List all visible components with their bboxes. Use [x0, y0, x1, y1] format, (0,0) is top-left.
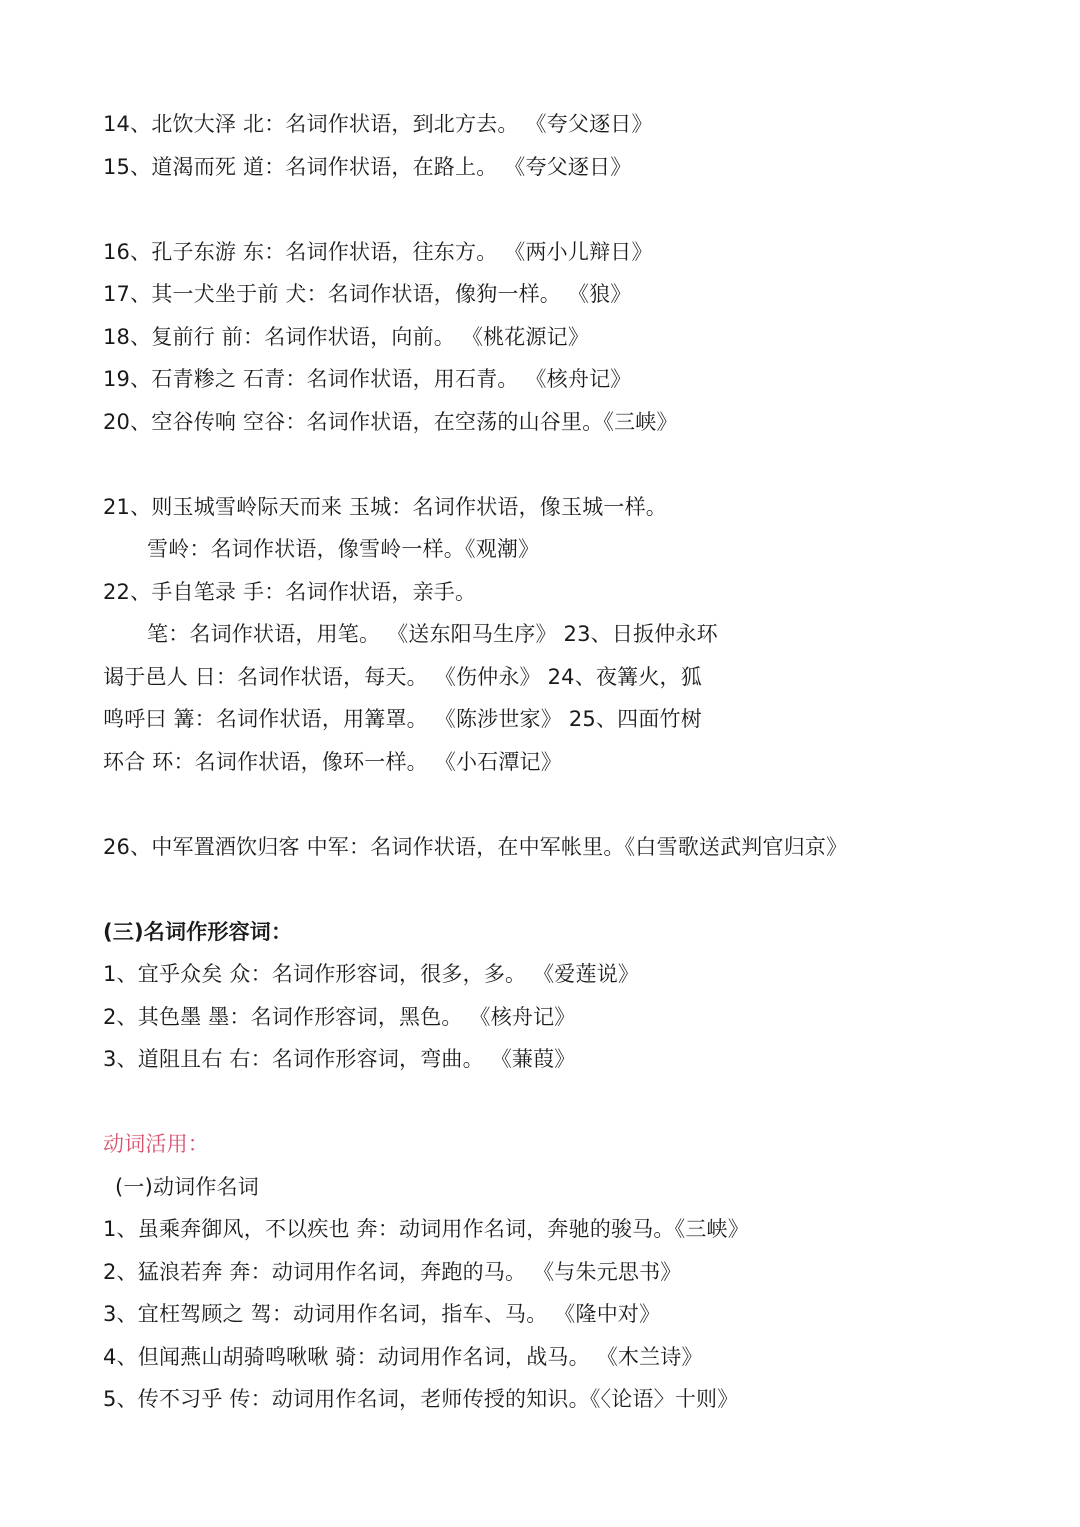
list-item: 谒于邑人 日：名词作状语，每天。 《伤仲永》 24、夜篝火，狐	[103, 664, 702, 689]
list-item: 1、宜乎众矣 众：名词作形容词，很多，多。 《爱莲说》	[103, 962, 640, 986]
list-item: 17、其一犬坐于前 犬：名词作状语，像狗一样。 《狼》	[103, 282, 632, 306]
spacer	[103, 868, 1003, 911]
spacer	[103, 783, 1003, 826]
list-item: 21、则玉城雪岭际天而来 玉城：名词作状语，像玉城一样。	[103, 494, 667, 519]
spacer	[103, 443, 1003, 486]
list-item-continuation: 笔：名词作状语，用笔。 《送东阳马生序》 23、日扳仲永环	[147, 622, 718, 646]
list-item: 20、空谷传响 空谷：名词作状语，在空荡的山谷里。《三峡》	[103, 409, 678, 434]
list-item: 4、但闻燕山胡骑鸣啾啾 骑：动词用作名词，战马。 《木兰诗》	[103, 1344, 703, 1369]
list-item-continuation: 雪岭：名词作状语，像雪岭一样。《观潮》	[147, 537, 540, 561]
subsection-heading-verb-as-noun: (一)动词作名词	[115, 1174, 259, 1199]
spacer	[103, 188, 1003, 231]
list-item: 1、虽乘奔御风，不以疾也 奔：动词用作名词，奔驰的骏马。《三峡》	[103, 1217, 749, 1241]
spacer	[103, 1081, 1003, 1124]
list-item: 19、石青糁之 石青：名词作状语，用石青。 《核舟记》	[103, 367, 632, 391]
section-heading-verb-usage: 动词活用：	[103, 1132, 209, 1156]
list-item: 16、孔子东游 东：名词作状语，往东方。 《两小儿辩日》	[103, 239, 653, 264]
list-item: 14、北饮大泽 北：名词作状语，到北方去。 《夸父逐日》	[103, 112, 653, 136]
list-item: 3、宜枉驾顾之 驾：动词用作名词，指车、马。 《隆中对》	[103, 1302, 661, 1326]
list-item: 鸣呼曰 篝：名词作状语，用篝罩。 《陈涉世家》 25、四面竹树	[103, 707, 702, 731]
list-item: 26、中军置酒饮归客 中军：名词作状语，在中军帐里。《白雪歌送武判官归京》	[103, 834, 848, 859]
document-page	[103, 103, 1003, 1421]
list-item: 18、复前行 前：名词作状语，向前。 《桃花源记》	[103, 324, 590, 349]
list-item: 15、道渴而死 道：名词作状语，在路上。 《夸父逐日》	[103, 154, 632, 179]
section-heading-noun-adjective: (三)名词作形容词：	[103, 919, 293, 944]
list-item: 环合 环：名词作状语，像环一样。 《小石潭记》	[103, 749, 562, 774]
list-item: 2、其色墨 墨：名词作形容词，黑色。 《核舟记》	[103, 1004, 576, 1029]
list-item: 5、传不习乎 传：动词用作名词，老师传授的知识。《〈论语〉十则》	[103, 1387, 739, 1411]
list-item: 22、手自笔录 手：名词作状语，亲手。	[103, 579, 477, 604]
list-item: 3、道阻且右 右：名词作形容词，弯曲。 《蒹葭》	[103, 1047, 576, 1071]
list-item: 2、猛浪若奔 奔：动词用作名词，奔跑的马。 《与朱元思书》	[103, 1259, 682, 1284]
